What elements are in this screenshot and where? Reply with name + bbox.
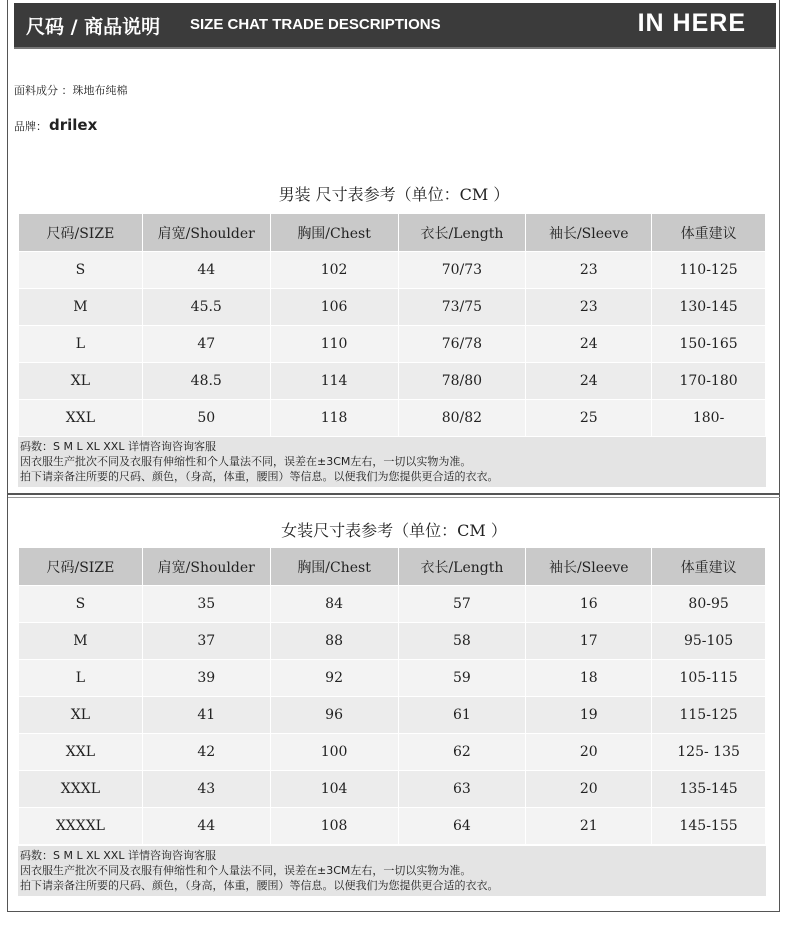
table-cell: S xyxy=(19,252,143,289)
men-table-title: 男装 尺寸表参考（单位：CM ） xyxy=(278,185,510,204)
table-cell: 180- xyxy=(652,400,766,437)
table-cell: 47 xyxy=(142,326,270,363)
table-cell: 100 xyxy=(270,734,398,771)
table-cell: XL xyxy=(19,697,143,734)
table-cell: 39 xyxy=(142,660,270,697)
table-cell: 44 xyxy=(142,808,270,845)
table-cell: 102 xyxy=(270,252,398,289)
note-line: 因衣服生产批次不同及衣服有伸缩性和个人量法不同，误差在±3CM左右，一切以实物为准。 xyxy=(20,864,472,877)
men-header-row xyxy=(19,214,766,252)
table-cell: 43 xyxy=(142,771,270,808)
table-cell: 105-115 xyxy=(652,660,766,697)
table-cell: 110 xyxy=(270,326,398,363)
table-cell: 23 xyxy=(526,252,652,289)
women-header-cell: 胸围/Chest xyxy=(270,548,398,586)
table-cell: 78/80 xyxy=(398,363,526,400)
men-header-cell: 衣长/Length xyxy=(398,214,526,252)
table-cell: 24 xyxy=(526,363,652,400)
table-cell: 88 xyxy=(270,623,398,660)
men-header-cell: 体重建议 xyxy=(652,214,766,252)
table-cell: 41 xyxy=(142,697,270,734)
women-table-title: 女装尺寸表参考（单位：CM ） xyxy=(281,521,507,540)
table-cell: 44 xyxy=(142,252,270,289)
table-cell: 24 xyxy=(526,326,652,363)
women-size-table xyxy=(18,547,766,845)
table-cell: S xyxy=(19,586,143,623)
table-cell: 92 xyxy=(270,660,398,697)
men-size-table xyxy=(18,213,766,437)
table-cell: 20 xyxy=(526,771,652,808)
table-cell: 118 xyxy=(270,400,398,437)
note-line: 码数：S M L XL XXL 详情咨询咨询客服 xyxy=(20,440,216,453)
section-divider xyxy=(8,493,780,495)
table-cell: 61 xyxy=(398,697,526,734)
table-cell: M xyxy=(19,623,143,660)
table-cell: 135-145 xyxy=(652,771,766,808)
table-row xyxy=(19,660,766,697)
table-row xyxy=(19,623,766,660)
table-row xyxy=(19,363,766,400)
table-cell: 57 xyxy=(398,586,526,623)
table-cell: 125- 135 xyxy=(652,734,766,771)
table-row xyxy=(19,289,766,326)
table-cell: 16 xyxy=(526,586,652,623)
note-line: 拍下请亲备注所要的尺码、颜色，（身高，体重，腰围）等信息。以便我们为您提供更合适的衣衣。 xyxy=(20,470,499,483)
table-cell: 73/75 xyxy=(398,289,526,326)
table-cell: 48.5 xyxy=(142,363,270,400)
table-cell: 17 xyxy=(526,623,652,660)
table-row xyxy=(19,400,766,437)
table-cell: 145-155 xyxy=(652,808,766,845)
table-cell: 58 xyxy=(398,623,526,660)
header-title-cn: 尺码 / 商品说明 xyxy=(26,16,161,38)
section-divider-thin xyxy=(8,497,780,498)
men-notes xyxy=(18,437,766,487)
table-cell: 114 xyxy=(270,363,398,400)
table-cell: 23 xyxy=(526,289,652,326)
women-header-cell: 体重建议 xyxy=(652,548,766,586)
fabric-info: 面料成分 ：珠地布纯棉 xyxy=(14,84,128,97)
table-cell: 42 xyxy=(142,734,270,771)
women-header-cell: 衣长/Length xyxy=(398,548,526,586)
table-cell: 170-180 xyxy=(652,363,766,400)
table-cell: XXL xyxy=(19,400,143,437)
header-right-text: IN HERE xyxy=(637,9,746,37)
table-cell: 35 xyxy=(142,586,270,623)
table-cell: 64 xyxy=(398,808,526,845)
table-cell: L xyxy=(19,326,143,363)
table-cell: L xyxy=(19,660,143,697)
table-row xyxy=(19,808,766,845)
table-cell: 80/82 xyxy=(398,400,526,437)
note-line: 码数：S M L XL XXL 详情咨询咨询客服 xyxy=(20,849,216,862)
women-header-cell: 肩宽/Shoulder xyxy=(142,548,270,586)
table-row xyxy=(19,326,766,363)
table-cell: 130-145 xyxy=(652,289,766,326)
women-header-row xyxy=(19,548,766,586)
table-cell: XXL xyxy=(19,734,143,771)
table-cell: 96 xyxy=(270,697,398,734)
table-cell: 19 xyxy=(526,697,652,734)
table-cell: 18 xyxy=(526,660,652,697)
table-cell: 110-125 xyxy=(652,252,766,289)
table-cell: 76/78 xyxy=(398,326,526,363)
table-cell: 80-95 xyxy=(652,586,766,623)
note-line: 因衣服生产批次不同及衣服有伸缩性和个人量法不同，误差在±3CM左右，一切以实物为准。 xyxy=(20,455,472,468)
table-cell: XXXXL xyxy=(19,808,143,845)
table-row xyxy=(19,252,766,289)
table-cell: 115-125 xyxy=(652,697,766,734)
table-cell: 150-165 xyxy=(652,326,766,363)
header-bar xyxy=(14,3,776,49)
table-cell: 62 xyxy=(398,734,526,771)
table-row xyxy=(19,697,766,734)
table-cell: 95-105 xyxy=(652,623,766,660)
brand-label: 品牌： xyxy=(14,120,47,133)
table-cell: 104 xyxy=(270,771,398,808)
table-cell: 63 xyxy=(398,771,526,808)
table-row xyxy=(19,771,766,808)
men-header-cell: 胸围/Chest xyxy=(270,214,398,252)
table-cell: M xyxy=(19,289,143,326)
brand-value: drilex xyxy=(49,116,98,134)
men-header-cell: 肩宽/Shoulder xyxy=(142,214,270,252)
table-cell: 25 xyxy=(526,400,652,437)
table-cell: 45.5 xyxy=(142,289,270,326)
men-header-cell: 袖长/Sleeve xyxy=(526,214,652,252)
table-cell: 21 xyxy=(526,808,652,845)
table-row xyxy=(19,586,766,623)
women-notes xyxy=(18,846,766,896)
table-cell: 59 xyxy=(398,660,526,697)
header-title-en: SIZE CHAT TRADE DESCRIPTIONS xyxy=(190,16,441,33)
note-line: 拍下请亲备注所要的尺码、颜色，（身高，体重，腰围）等信息。以便我们为您提供更合适的衣衣。 xyxy=(20,879,499,892)
table-cell: 108 xyxy=(270,808,398,845)
table-cell: 70/73 xyxy=(398,252,526,289)
table-cell: 50 xyxy=(142,400,270,437)
men-header-cell: 尺码/SIZE xyxy=(19,214,143,252)
table-cell: 20 xyxy=(526,734,652,771)
women-header-cell: 尺码/SIZE xyxy=(19,548,143,586)
women-header-cell: 袖长/Sleeve xyxy=(526,548,652,586)
table-cell: XL xyxy=(19,363,143,400)
table-cell: 84 xyxy=(270,586,398,623)
table-row xyxy=(19,734,766,771)
table-cell: 106 xyxy=(270,289,398,326)
table-cell: 37 xyxy=(142,623,270,660)
table-cell: XXXL xyxy=(19,771,143,808)
brand-info xyxy=(14,116,97,134)
